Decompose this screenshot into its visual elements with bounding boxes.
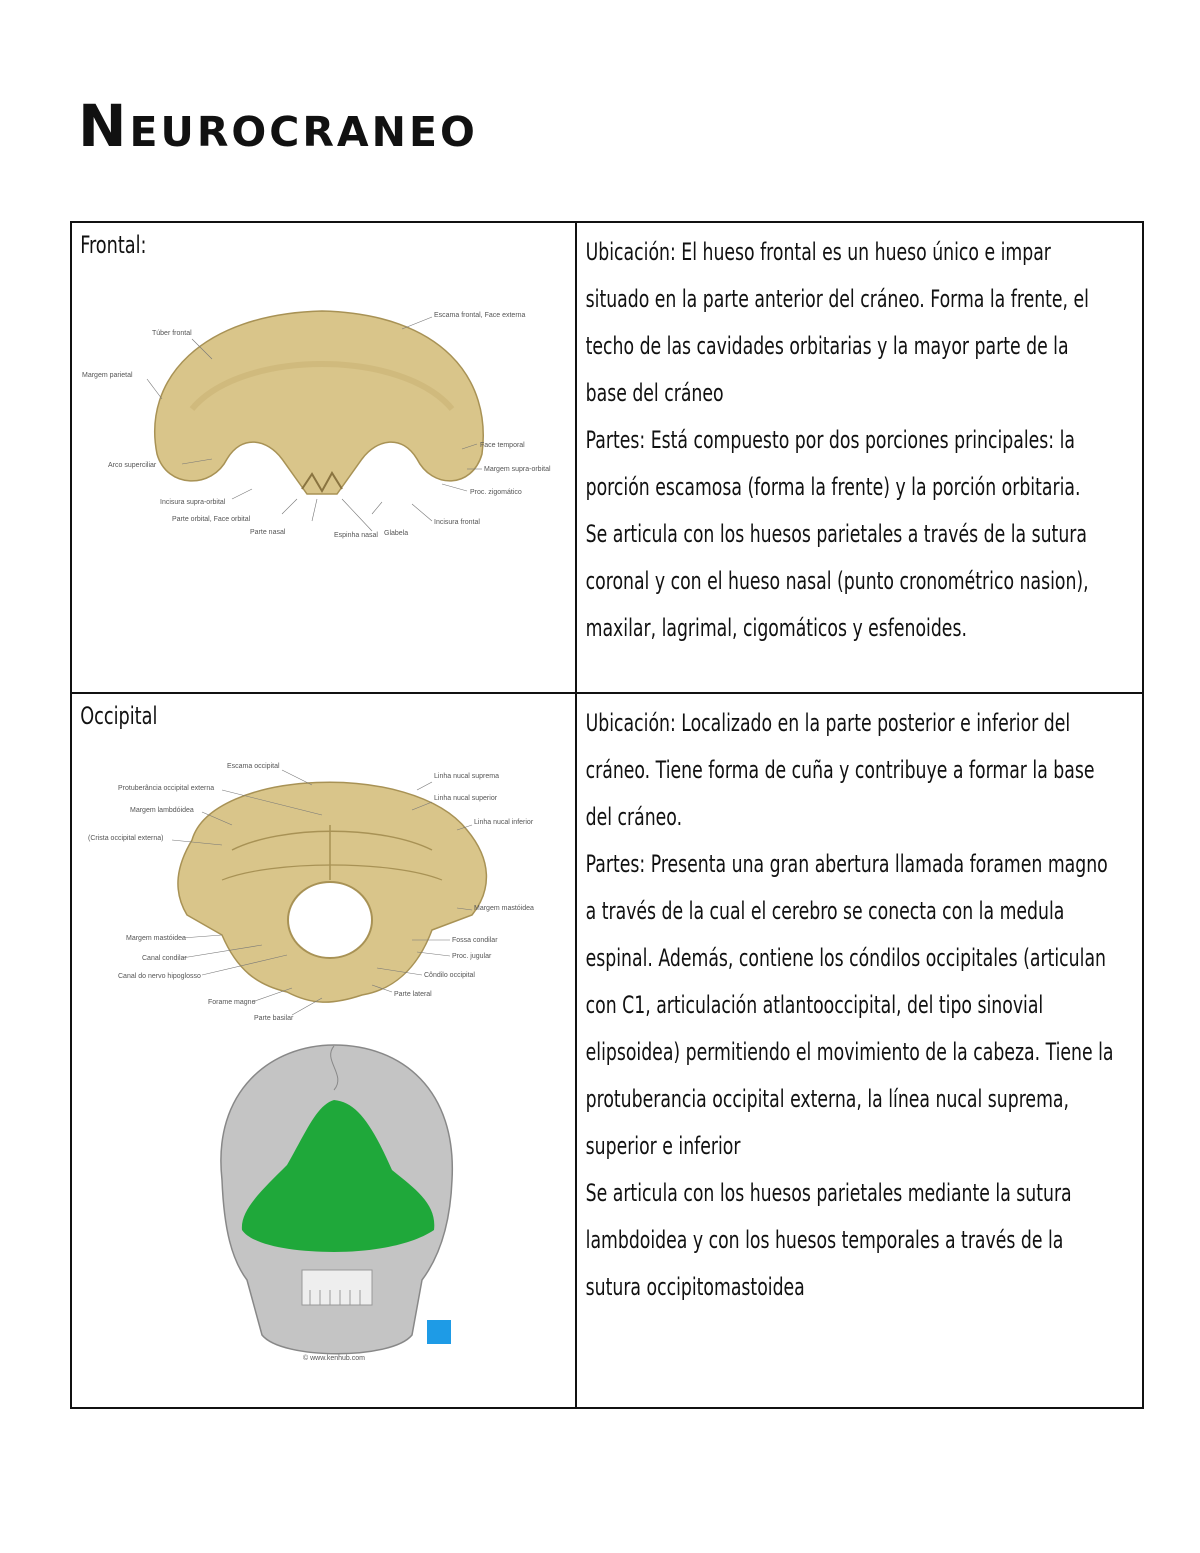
- bones-table: [70, 221, 1144, 1409]
- occipital-label: Fossa condilar: [452, 937, 498, 944]
- occipital-bone-illustration: [72, 730, 572, 1030]
- page-title: Neurocraneo: [78, 92, 478, 160]
- occipital-label: (Crista occipital externa): [88, 835, 164, 842]
- occipital-label: Canal condilar: [142, 955, 187, 962]
- frontal-cell: [71, 222, 576, 693]
- bone-name-frontal: Frontal:: [80, 231, 147, 259]
- frontal-bone-shape: [155, 311, 484, 494]
- table-row-frontal: [71, 222, 1143, 693]
- occipital-label: Parte basilar: [254, 1015, 294, 1022]
- skull-posterior-illustration: [72, 1030, 572, 1370]
- foramen-magnum: [288, 882, 372, 958]
- occipital-label: Linha nucal superior: [434, 795, 498, 802]
- occipital-label: Forame magno: [208, 999, 256, 1006]
- frontal-bone-figure: [72, 259, 575, 539]
- occipital-description-cell: [576, 693, 1143, 1408]
- frontal-description-cell: [576, 222, 1143, 693]
- occipital-label: Margem mastóidea: [126, 935, 186, 942]
- table-row-occipital: [71, 693, 1143, 1408]
- frontal-label: Margem supra-orbital: [484, 466, 551, 473]
- occipital-label: Escama occipital: [227, 763, 280, 770]
- occipital-label: Côndilo occipital: [424, 972, 475, 979]
- occipital-label: Proc. jugular: [452, 953, 492, 960]
- frontal-label: Arco superciliar: [108, 462, 157, 469]
- frontal-label: Glabela: [384, 530, 409, 537]
- occipital-label: Margem lambdóidea: [130, 807, 194, 814]
- description-paragraph: Ubicación: El hueso frontal es un hueso único e impar situado en la parte anterior del cráneo. Forma la frente, el techo de las cavidades orbitarias y la mayor parte de la base del cráneo: [585, 238, 1089, 407]
- frontal-label: Parte nasal: [250, 529, 286, 536]
- occipital-description: [577, 694, 1121, 1311]
- frontal-label: Proc. zigomático: [470, 489, 522, 496]
- frontal-label: Margem parietal: [82, 372, 133, 379]
- bone-name-occipital: Occipital: [80, 702, 158, 730]
- description-paragraph: Se articula con los huesos parietales mediante la sutura lambdoidea y con los huesos temporales a través de la sutura occipitomastoidea: [585, 1179, 1072, 1301]
- frontal-label: Túber frontal: [152, 330, 192, 337]
- occipital-label: Parte lateral: [394, 991, 432, 998]
- frontal-bone-illustration: [72, 259, 572, 539]
- description-paragraph: Se articula con los huesos parietales a través de la sutura coronal y con el hueso nasal (punto cronométrico nasion), maxilar, lagrimal, cigomáticos y esfenoides.: [585, 520, 1089, 642]
- occipital-label: Protuberância occipital externa: [118, 785, 215, 792]
- occipital-bone-figure: [72, 730, 575, 1370]
- description-paragraph: Partes: Presenta una gran abertura llamada foramen magno a través de la cual el cerebro se conecta con la medula espinal. Además, contiene los cóndilos occipitales (articulan con C1, articulación atlantooccipital, del tipo sinovial elipsoidea) permitiendo el movimiento de la cabeza. Tiene la protuberancia occipital externa, la línea nucal suprema, superior e inferior: [585, 850, 1114, 1160]
- occipital-cell: [71, 693, 576, 1408]
- occipital-label: Margem mastóidea: [474, 905, 534, 912]
- description-paragraph: Partes: Está compuesto por dos porciones principales: la porción escamosa (forma la frente) y la porción orbitaria.: [585, 426, 1081, 501]
- frontal-label: Escama frontal, Face externa: [434, 312, 526, 319]
- description-paragraph: Ubicación: Localizado en la parte posterior e inferior del cráneo. Tiene forma de cuña y contribuye a formar la base del cráneo.: [585, 709, 1095, 831]
- occipital-label: Linha nucal inferior: [474, 819, 534, 826]
- frontal-label: Face temporal: [480, 442, 525, 449]
- occipital-label: Linha nucal suprema: [434, 773, 499, 780]
- occipital-label: Canal do nervo hipoglosso: [118, 973, 201, 980]
- frontal-label: Espinha nasal: [334, 532, 378, 539]
- frontal-label: Parte orbital, Face orbital: [172, 516, 251, 523]
- frontal-description: [577, 223, 1121, 652]
- watermark-text: © www.kenhub.com: [303, 1355, 365, 1362]
- frontal-label: Incisura supra-orbital: [160, 499, 226, 506]
- frontal-label: Incisura frontal: [434, 519, 480, 526]
- kenhub-badge: [427, 1320, 451, 1344]
